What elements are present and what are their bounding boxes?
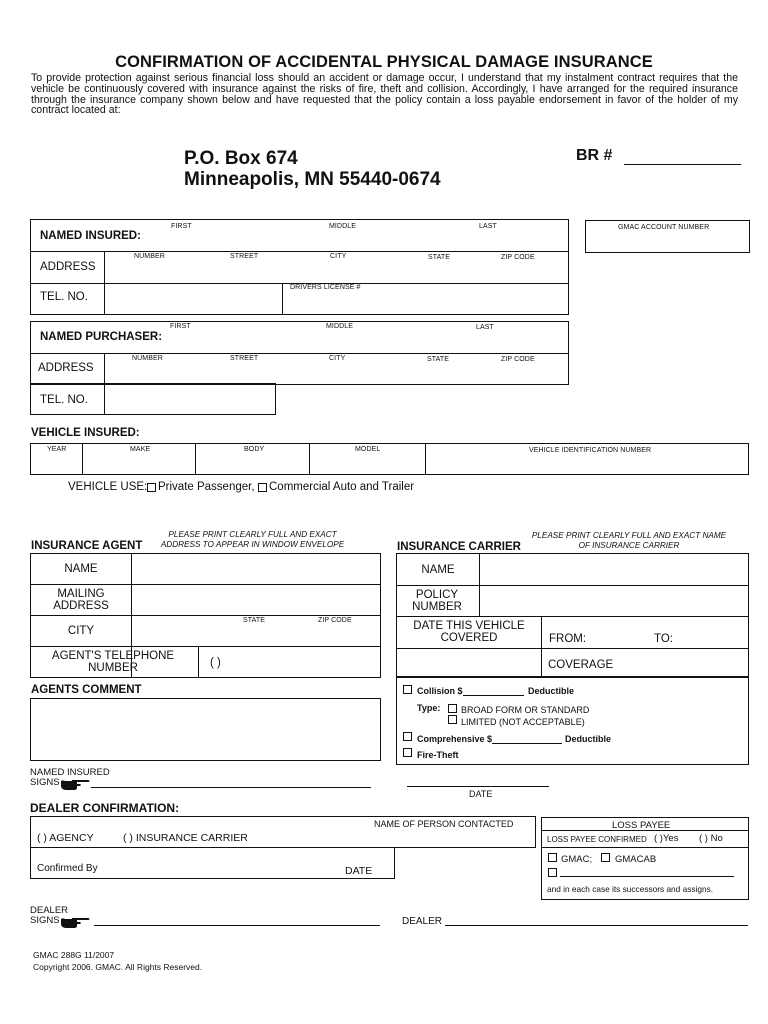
agent-mailing-label: MAILING ADDRESS xyxy=(53,588,109,612)
purchaser-address-field[interactable] xyxy=(108,365,566,382)
insured-street-label: STREET xyxy=(230,253,259,260)
lienholder-address-line2: Minneapolis, MN 55440-0674 xyxy=(184,169,441,190)
comprehensive-checkbox[interactable] xyxy=(403,732,412,741)
form-title: CONFIRMATION OF ACCIDENTAL PHYSICAL DAMAGE INSURANCE xyxy=(115,53,653,71)
purchaser-name-field[interactable] xyxy=(165,333,565,350)
drivers-license-label: DRIVERS LICENSE # xyxy=(290,284,361,291)
private-passenger-label: Private Passenger, xyxy=(158,481,255,493)
insured-name-field[interactable] xyxy=(160,232,565,249)
vehicle-model-field[interactable] xyxy=(312,456,423,473)
dealer-name-label: DEALER xyxy=(402,916,443,927)
vehicle-make-label: MAKE xyxy=(130,446,151,453)
insured-last-label: LAST xyxy=(479,223,497,230)
purchaser-tel-field[interactable] xyxy=(108,395,272,412)
person-contacted-label: NAME OF PERSON CONTACTED xyxy=(374,819,514,829)
gmac-account-number-label: GMAC ACCOUNT NUMBER xyxy=(618,224,710,231)
confirmed-date-label: DATE xyxy=(345,865,373,877)
gmacab-checkbox[interactable] xyxy=(601,853,610,862)
named-insured-label: NAMED INSURED: xyxy=(40,230,141,242)
signature-date-label: DATE xyxy=(469,789,493,799)
insured-address-label: ADDRESS xyxy=(40,261,96,273)
coverage-label: COVERAGE xyxy=(548,659,614,671)
agent-city-label: CITY xyxy=(67,625,95,637)
agent-city-field[interactable] xyxy=(135,626,378,644)
agent-zip-label: ZIP CODE xyxy=(318,617,352,624)
insurance-carrier-label: INSURANCE CARRIER xyxy=(397,541,521,553)
collision-label: Collision $ xyxy=(417,686,463,696)
date-covered-label: DATE THIS VEHICLE COVERED xyxy=(413,620,525,644)
lienholder-address-line1: P.O. Box 674 xyxy=(184,148,298,169)
copyright-text: Copyright 2006. GMAC. All Rights Reserved. xyxy=(33,962,203,972)
private-passenger-checkbox[interactable] xyxy=(147,483,156,492)
other-payee-field[interactable] xyxy=(560,876,734,877)
drivers-license-field[interactable] xyxy=(286,295,566,313)
gmac-label: GMAC; xyxy=(561,854,593,865)
vehicle-year-label: YEAR xyxy=(47,446,67,453)
purchaser-state-label: STATE xyxy=(427,356,450,363)
type-label: Type: xyxy=(417,703,441,713)
vehicle-body-label: BODY xyxy=(244,446,265,453)
insured-zip-label: ZIP CODE xyxy=(501,254,535,261)
insured-tel-field[interactable] xyxy=(108,295,278,313)
agent-mailing-field[interactable] xyxy=(135,587,378,613)
agent-print-note: PLEASE PRINT CLEARLY FULL AND EXACT ADDRESS TO APPEAR IN WINDOW ENVELOPE xyxy=(160,530,345,549)
agent-phone-area-code: ( ) xyxy=(210,657,221,669)
successors-text: and in each case its successors and assigns. xyxy=(547,884,714,894)
agent-state-label: STATE xyxy=(243,617,266,624)
insured-signature-date-field[interactable] xyxy=(407,786,549,787)
purchaser-zip-label: ZIP CODE xyxy=(501,356,535,363)
broad-form-label: BROAD FORM OR STANDARD xyxy=(461,705,590,715)
agent-name-label: NAME xyxy=(64,563,98,575)
comprehensive-amount-field[interactable] xyxy=(492,743,562,744)
form-number: GMAC 288G 11/2007 xyxy=(33,950,115,960)
pointing-hand-icon xyxy=(60,917,90,929)
vehicle-use-label: VEHICLE USE: xyxy=(68,481,148,493)
agents-comment-field[interactable] xyxy=(30,698,381,761)
person-contacted-field[interactable] xyxy=(270,830,532,846)
agency-option[interactable]: ( ) AGENCY xyxy=(37,832,94,844)
pointing-hand-icon xyxy=(60,779,90,791)
limited-checkbox[interactable] xyxy=(448,715,457,724)
comprehensive-deductible-label: Deductible xyxy=(565,734,612,744)
fire-theft-label: Fire-Theft xyxy=(417,750,459,760)
vehicle-insured-label: VEHICLE INSURED: xyxy=(31,427,140,439)
covered-to-field[interactable] xyxy=(676,628,746,646)
insurance-agent-label: INSURANCE AGENT xyxy=(31,540,143,552)
carrier-name-label: NAME xyxy=(421,564,455,576)
purchaser-city-label: CITY xyxy=(329,355,346,362)
comprehensive-label: Comprehensive $ xyxy=(417,734,493,744)
carrier-policy-label: POLICY NUMBER xyxy=(412,589,462,613)
dealer-name-field[interactable] xyxy=(445,925,748,926)
collision-amount-field[interactable] xyxy=(463,695,524,696)
covered-from-field[interactable] xyxy=(586,628,650,646)
purchaser-address-label: ADDRESS xyxy=(38,362,94,374)
purchaser-first-label: FIRST xyxy=(170,323,191,330)
from-label: FROM: xyxy=(549,633,587,645)
vehicle-vin-label: VEHICLE IDENTIFICATION NUMBER xyxy=(529,447,652,454)
insured-address-field[interactable] xyxy=(108,263,566,281)
purchaser-number-label: NUMBER xyxy=(132,355,163,362)
insured-state-label: STATE xyxy=(428,254,451,261)
carrier-policy-field[interactable] xyxy=(483,588,745,614)
agent-phone-field[interactable] xyxy=(201,649,378,675)
loss-payee-confirmed-label: LOSS PAYEE CONFIRMED xyxy=(547,835,647,844)
br-number-field[interactable] xyxy=(624,164,741,165)
vehicle-vin-field[interactable] xyxy=(428,456,746,473)
vehicle-body-field[interactable] xyxy=(198,456,307,473)
purchaser-last-label: LAST xyxy=(476,324,494,331)
insurance-carrier-option[interactable]: ( ) INSURANCE CARRIER xyxy=(123,832,248,844)
limited-label: LIMITED (NOT ACCEPTABLE) xyxy=(461,717,585,727)
other-payee-checkbox[interactable] xyxy=(548,868,557,877)
loss-payee-yes-option[interactable]: ( )Yes xyxy=(654,833,679,844)
insured-middle-label: MIDDLE xyxy=(329,223,357,230)
to-label: TO: xyxy=(654,633,673,645)
loss-payee-no-option[interactable]: ( ) No xyxy=(699,833,723,844)
agent-phone-label: AGENT'S TELEPHONE NUMBER xyxy=(51,650,175,674)
named-insured-signs-label: NAMED INSURED SIGNS xyxy=(30,767,110,788)
collision-checkbox[interactable] xyxy=(403,685,412,694)
agent-name-field[interactable] xyxy=(135,556,378,582)
named-insured-signature-field[interactable] xyxy=(91,787,371,788)
commercial-checkbox[interactable] xyxy=(258,483,267,492)
insured-first-label: FIRST xyxy=(171,223,192,230)
insured-number-label: NUMBER xyxy=(134,253,165,260)
carrier-print-note: PLEASE PRINT CLEARLY FULL AND EXACT NAME OF INSURANCE CARRIER xyxy=(531,531,727,550)
collision-deductible-label: Deductible xyxy=(528,686,575,696)
gmac-checkbox[interactable] xyxy=(548,853,557,862)
confirmed-by-label: Confirmed By xyxy=(37,863,98,874)
intro-paragraph: To provide protection against serious financial loss should an accident or damage occur, I understand that my instalment contract requires that the vehicle be continuously covered with insurance against the risks of fire, theft and collision. Accordingly, I have arranged for the required insurance through the insurance company shown below and have requested that the policy contain a loss payable endorsement in favor of the holder of my contract located at: xyxy=(31,72,738,117)
dealer-signs-label: DEALER SIGNS xyxy=(30,905,69,926)
vehicle-make-field[interactable] xyxy=(85,456,193,473)
loss-payee-label: LOSS PAYEE xyxy=(612,820,671,831)
fire-theft-checkbox[interactable] xyxy=(403,748,412,757)
insured-city-label: CITY xyxy=(330,253,347,260)
dealer-confirmation-label: DEALER CONFIRMATION: xyxy=(30,801,180,815)
agents-comment-label: AGENTS COMMENT xyxy=(31,684,142,696)
named-purchaser-label: NAMED PURCHASER: xyxy=(40,331,163,343)
vehicle-model-label: MODEL xyxy=(355,446,381,453)
purchaser-street-label: STREET xyxy=(230,355,259,362)
vehicle-year-field[interactable] xyxy=(33,456,80,473)
carrier-name-field[interactable] xyxy=(483,556,745,583)
coverage-field[interactable] xyxy=(400,651,538,676)
insured-tel-label: TEL. NO. xyxy=(40,291,88,303)
broad-form-checkbox[interactable] xyxy=(448,704,457,713)
confirmed-by-field[interactable] xyxy=(105,851,335,876)
dealer-signature-field[interactable] xyxy=(94,925,380,926)
commercial-label: Commercial Auto and Trailer xyxy=(269,481,415,493)
br-number-label: BR # xyxy=(576,147,613,164)
purchaser-tel-label: TEL. NO. xyxy=(40,394,88,406)
purchaser-middle-label: MIDDLE xyxy=(326,323,354,330)
gmacab-label: GMACAB xyxy=(615,854,657,865)
